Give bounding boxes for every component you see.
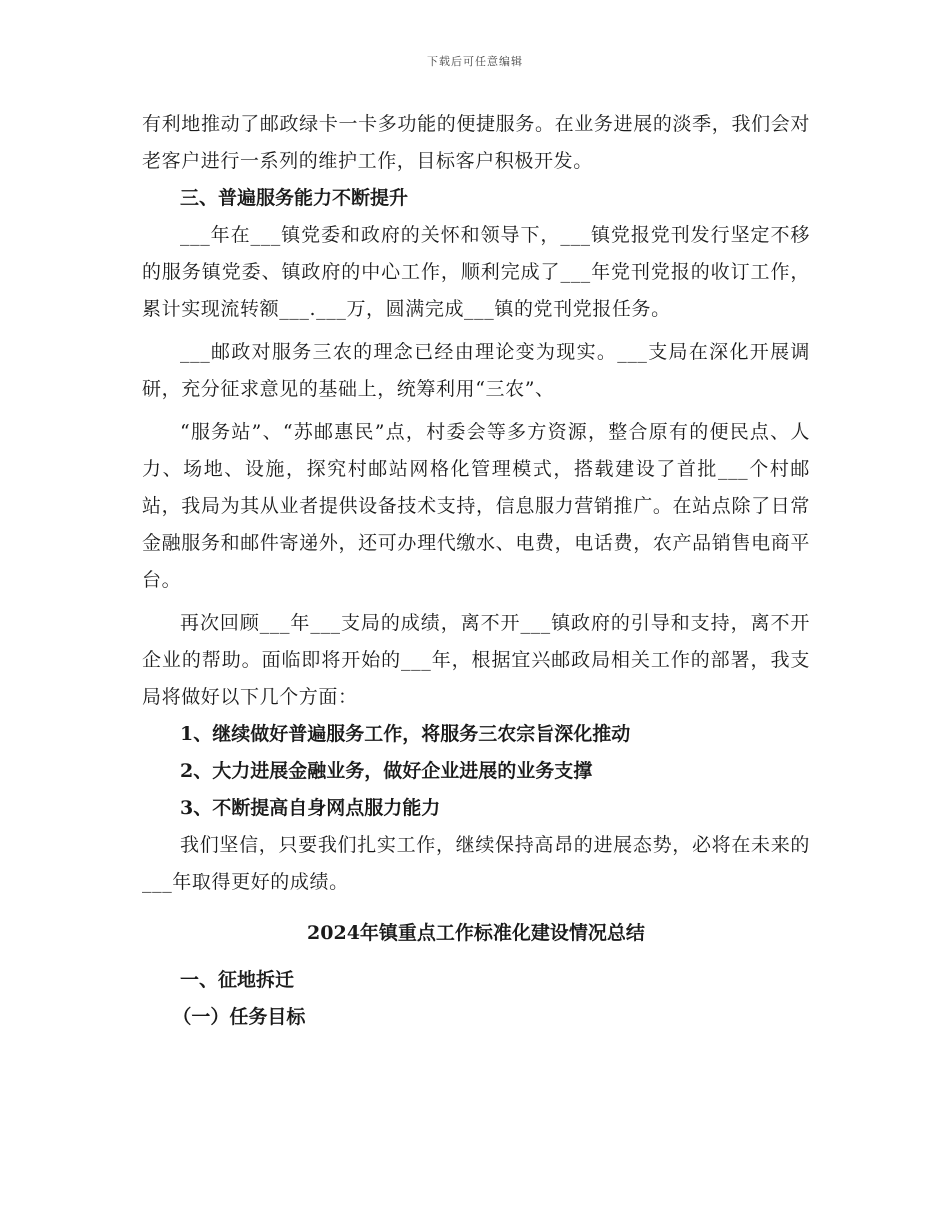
paragraph-4: 再次回顾___年___支局的成绩，离不开___镇政府的引导和支持，离不开企业的帮助。面临即将开始的___年，根据宜兴邮政局相关工作的部署，我支局将做好以下几个方面： (142, 612, 810, 708)
subsection-heading: （一）任务目标 (172, 1006, 306, 1028)
paragraph-3a: ___邮政对服务三农的理念已经由理论变为现实。___支局在深化开展调研，充分征求意见的基础上，统筹利用“三农”、 (142, 341, 810, 400)
document-title: 2024年镇重点工作标准化建设情况总结 (307, 922, 645, 944)
section-heading-1: 一、征地拆迁 (180, 969, 295, 991)
list-item-1: 1、继续做好普遍服务工作，将服务三农宗旨深化推动 (180, 723, 631, 745)
paragraph-2: ___年在___镇党委和政府的关怀和领导下，___镇党报党刊发行坚定不移的服务镇党委、镇政府的中心工作，顺利完成了___年党刊党报的收订工作，累计实现流转额___.___万，圆满完成___镇的党刊党报任务。 (142, 224, 810, 320)
document-body (142, 106, 810, 1036)
list-item-2: 2、大力进展金融业务，做好企业进展的业务支撑 (180, 760, 593, 782)
paragraph-5: 我们坚信，只要我们扎实工作，继续保持高昂的进展态势，必将在未来的___年取得更好的成绩。 (142, 834, 810, 893)
paragraph-1: 有利地推动了邮政绿卡一卡多功能的便捷服务。在业务进展的淡季，我们会对老客户进行一系列的维护工作，目标客户积极开发。 (142, 113, 810, 172)
paragraph-3b: “服务站”、“苏邮惠民”点，村委会等多方资源，整合原有的便民点、人力、场地、设施，探究村邮站网格化管理模式，搭载建设了首批___个村邮站，我局为其从业者提供设备技术支持，信息服力营销推广。在站点除了日常金融服务和邮件寄递外，还可办理代缴水、电费，电话费，农产品销售电商平台。 (142, 421, 810, 591)
list-item-3: 3、不断提高自身网点服力能力 (180, 797, 441, 819)
section-heading-3: 三、普遍服务能力不断提升 (180, 187, 409, 209)
page-header: 下载后可任意编辑 (427, 55, 523, 68)
